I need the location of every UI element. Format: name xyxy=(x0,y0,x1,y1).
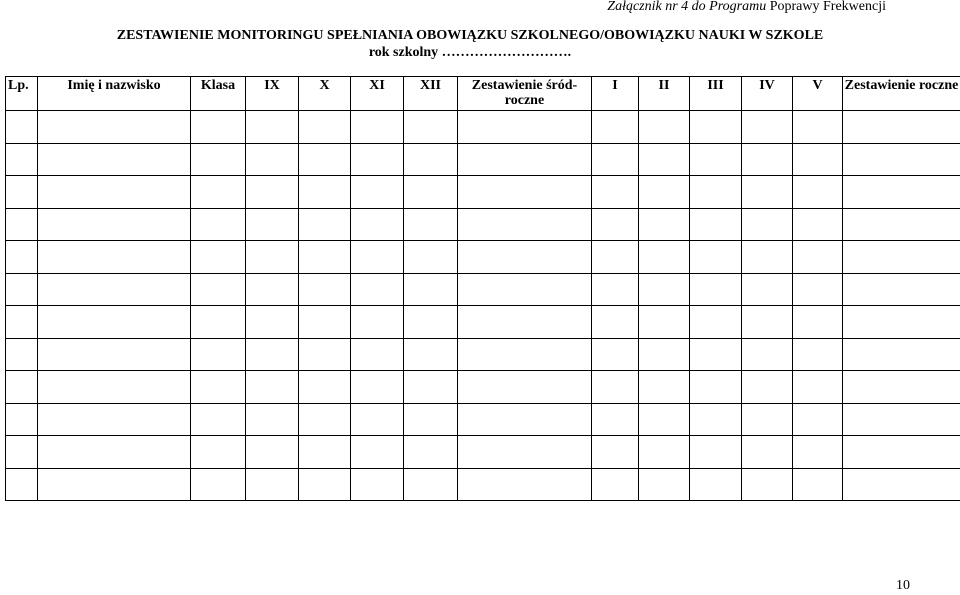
table-cell[interactable] xyxy=(458,176,592,209)
table-cell[interactable] xyxy=(742,273,793,306)
table-cell[interactable] xyxy=(690,241,742,274)
table-cell[interactable] xyxy=(742,208,793,241)
table-cell[interactable] xyxy=(6,111,38,144)
table-row xyxy=(6,143,960,176)
table-cell[interactable] xyxy=(38,306,191,339)
table-cell[interactable] xyxy=(592,436,639,469)
table-cell[interactable] xyxy=(246,436,299,469)
table-cell[interactable] xyxy=(38,338,191,371)
table-cell[interactable] xyxy=(793,436,843,469)
table-cell[interactable] xyxy=(191,111,246,144)
table-cell[interactable] xyxy=(793,143,843,176)
table-cell[interactable] xyxy=(690,306,742,339)
table-cell[interactable] xyxy=(351,403,404,436)
table-cell[interactable] xyxy=(843,306,960,339)
table-cell[interactable] xyxy=(246,273,299,306)
table-row xyxy=(6,273,960,306)
table-cell[interactable] xyxy=(404,468,458,501)
table-cell[interactable] xyxy=(458,143,592,176)
table-cell[interactable] xyxy=(639,338,690,371)
table-cell[interactable] xyxy=(639,241,690,274)
table-cell[interactable] xyxy=(246,143,299,176)
table-cell[interactable] xyxy=(742,371,793,404)
col-header-lp: Lp. xyxy=(6,77,38,111)
table-row xyxy=(6,403,960,436)
table-cell[interactable] xyxy=(299,436,351,469)
table-cell[interactable] xyxy=(191,208,246,241)
table-cell[interactable] xyxy=(690,468,742,501)
table-cell[interactable] xyxy=(793,371,843,404)
table-cell[interactable] xyxy=(404,371,458,404)
table-cell[interactable] xyxy=(351,176,404,209)
col-header-month-iv: IV xyxy=(742,77,793,111)
table-cell[interactable] xyxy=(191,273,246,306)
document-title: ZESTAWIENIE MONITORINGU SPEŁNIANIA OBOWIĄZKU SZKOLNEGO/OBOWIĄZKU NAUKI W SZKOLE xyxy=(116,28,824,43)
table-cell[interactable] xyxy=(458,241,592,274)
table-cell[interactable] xyxy=(458,306,592,339)
table-cell[interactable] xyxy=(351,143,404,176)
table-cell[interactable] xyxy=(458,338,592,371)
table-cell[interactable] xyxy=(843,436,960,469)
table-cell[interactable] xyxy=(6,403,38,436)
table-cell[interactable] xyxy=(742,241,793,274)
col-header-name: Imię i nazwisko xyxy=(38,77,191,111)
table-cell[interactable] xyxy=(6,468,38,501)
table-cell[interactable] xyxy=(690,371,742,404)
table-cell[interactable] xyxy=(690,273,742,306)
table-cell[interactable] xyxy=(793,306,843,339)
table-cell[interactable] xyxy=(639,468,690,501)
table-cell[interactable] xyxy=(38,143,191,176)
table-cell[interactable] xyxy=(6,371,38,404)
col-header-annual-summary: Zestawienie roczne xyxy=(843,77,960,111)
table-cell[interactable] xyxy=(6,436,38,469)
table-cell[interactable] xyxy=(351,371,404,404)
table-cell[interactable] xyxy=(592,273,639,306)
table-cell[interactable] xyxy=(793,208,843,241)
table-cell[interactable] xyxy=(592,111,639,144)
table-cell[interactable] xyxy=(404,143,458,176)
table-cell[interactable] xyxy=(742,176,793,209)
table-cell[interactable] xyxy=(843,403,960,436)
table-row xyxy=(6,338,960,371)
table-cell[interactable] xyxy=(191,403,246,436)
table-cell[interactable] xyxy=(299,403,351,436)
table-cell[interactable] xyxy=(246,371,299,404)
table-cell[interactable] xyxy=(38,208,191,241)
table-cell[interactable] xyxy=(191,241,246,274)
table-cell[interactable] xyxy=(843,273,960,306)
table-cell[interactable] xyxy=(6,306,38,339)
table-cell[interactable] xyxy=(246,338,299,371)
col-header-month-ii: II xyxy=(639,77,690,111)
table-cell[interactable] xyxy=(742,468,793,501)
table-cell[interactable] xyxy=(299,273,351,306)
table-cell[interactable] xyxy=(793,468,843,501)
col-header-month-xi: XI xyxy=(351,77,404,111)
table-cell[interactable] xyxy=(690,338,742,371)
table-cell[interactable] xyxy=(351,338,404,371)
table-row xyxy=(6,176,960,209)
table-cell[interactable] xyxy=(639,273,690,306)
table-cell[interactable] xyxy=(299,176,351,209)
table-cell[interactable] xyxy=(639,436,690,469)
table-cell[interactable] xyxy=(742,403,793,436)
table-cell[interactable] xyxy=(690,436,742,469)
table-cell[interactable] xyxy=(191,338,246,371)
table-cell[interactable] xyxy=(38,436,191,469)
page-number: 10 xyxy=(896,578,910,593)
table-cell[interactable] xyxy=(458,436,592,469)
table-cell[interactable] xyxy=(592,143,639,176)
table-cell[interactable] xyxy=(639,208,690,241)
table-cell[interactable] xyxy=(404,241,458,274)
table-cell[interactable] xyxy=(690,111,742,144)
col-header-month-v: V xyxy=(793,77,843,111)
table-cell[interactable] xyxy=(742,436,793,469)
table-cell[interactable] xyxy=(843,208,960,241)
col-header-midyear-summary: Zestawienie śród-roczne xyxy=(458,77,592,111)
table-row xyxy=(6,436,960,469)
table-cell[interactable] xyxy=(793,273,843,306)
table-cell[interactable] xyxy=(404,208,458,241)
table-cell[interactable] xyxy=(191,143,246,176)
table-cell[interactable] xyxy=(690,403,742,436)
table-cell[interactable] xyxy=(592,306,639,339)
school-year-line: rok szkolny ………………………. xyxy=(368,45,572,60)
table-cell[interactable] xyxy=(351,241,404,274)
table-cell[interactable] xyxy=(690,143,742,176)
table-cell[interactable] xyxy=(458,371,592,404)
table-cell[interactable] xyxy=(299,306,351,339)
table-cell[interactable] xyxy=(592,176,639,209)
table-row xyxy=(6,306,960,339)
table-cell[interactable] xyxy=(843,111,960,144)
monitoring-table xyxy=(5,76,960,501)
table-row xyxy=(6,111,960,144)
table-cell[interactable] xyxy=(458,273,592,306)
table-cell[interactable] xyxy=(592,241,639,274)
table-cell[interactable] xyxy=(592,468,639,501)
table-cell[interactable] xyxy=(404,176,458,209)
table-cell[interactable] xyxy=(690,176,742,209)
table-cell[interactable] xyxy=(404,111,458,144)
table-cell[interactable] xyxy=(592,338,639,371)
table-cell[interactable] xyxy=(351,468,404,501)
table-cell[interactable] xyxy=(351,306,404,339)
table-cell[interactable] xyxy=(6,176,38,209)
table-cell[interactable] xyxy=(592,371,639,404)
table-cell[interactable] xyxy=(299,468,351,501)
table-cell[interactable] xyxy=(404,306,458,339)
table-cell[interactable] xyxy=(793,111,843,144)
table-cell[interactable] xyxy=(639,111,690,144)
table-cell[interactable] xyxy=(639,176,690,209)
table-cell[interactable] xyxy=(742,111,793,144)
table-cell[interactable] xyxy=(404,436,458,469)
table-cell[interactable] xyxy=(639,306,690,339)
table-cell[interactable] xyxy=(793,241,843,274)
table-cell[interactable] xyxy=(843,176,960,209)
program-name: Poprawy Frekwencji xyxy=(769,0,886,14)
table-cell[interactable] xyxy=(639,371,690,404)
table-cell[interactable] xyxy=(299,143,351,176)
table-cell[interactable] xyxy=(843,371,960,404)
table-cell[interactable] xyxy=(6,241,38,274)
table-cell[interactable] xyxy=(458,403,592,436)
table-header-row xyxy=(6,77,960,111)
table-cell[interactable] xyxy=(191,176,246,209)
table-cell[interactable] xyxy=(299,111,351,144)
table-cell[interactable] xyxy=(639,143,690,176)
col-header-class: Klasa xyxy=(191,77,246,111)
attachment-label: Załącznik nr 4 do Programu xyxy=(607,0,767,14)
table-cell[interactable] xyxy=(246,111,299,144)
table-cell[interactable] xyxy=(299,338,351,371)
table-cell[interactable] xyxy=(246,241,299,274)
table-cell[interactable] xyxy=(246,403,299,436)
table-cell[interactable] xyxy=(793,338,843,371)
attachment-note xyxy=(607,0,886,15)
table-cell[interactable] xyxy=(404,273,458,306)
table-cell[interactable] xyxy=(246,176,299,209)
col-header-month-iii: III xyxy=(690,77,742,111)
table-cell[interactable] xyxy=(592,208,639,241)
table-cell[interactable] xyxy=(404,403,458,436)
table-cell[interactable] xyxy=(351,436,404,469)
table-row xyxy=(6,371,960,404)
table-cell[interactable] xyxy=(742,143,793,176)
table-cell[interactable] xyxy=(38,176,191,209)
table-cell[interactable] xyxy=(742,306,793,339)
table-cell[interactable] xyxy=(843,338,960,371)
table-cell[interactable] xyxy=(351,273,404,306)
table-cell[interactable] xyxy=(299,208,351,241)
table-cell[interactable] xyxy=(246,208,299,241)
table-cell[interactable] xyxy=(351,111,404,144)
table-cell[interactable] xyxy=(38,273,191,306)
table-cell[interactable] xyxy=(742,338,793,371)
table-cell[interactable] xyxy=(299,241,351,274)
table-cell[interactable] xyxy=(38,403,191,436)
table-cell[interactable] xyxy=(592,403,639,436)
table-cell[interactable] xyxy=(690,208,742,241)
table-cell[interactable] xyxy=(191,306,246,339)
col-header-month-xii: XII xyxy=(404,77,458,111)
table-cell[interactable] xyxy=(458,111,592,144)
col-header-month-i: I xyxy=(592,77,639,111)
table-cell[interactable] xyxy=(191,436,246,469)
table-cell[interactable] xyxy=(404,338,458,371)
table-body xyxy=(6,111,960,501)
col-header-month-ix: IX xyxy=(246,77,299,111)
table-cell[interactable] xyxy=(458,468,592,501)
table-cell[interactable] xyxy=(6,143,38,176)
table-cell[interactable] xyxy=(191,468,246,501)
col-header-month-x: X xyxy=(299,77,351,111)
table-cell[interactable] xyxy=(38,241,191,274)
table-row xyxy=(6,241,960,274)
table-row xyxy=(6,468,960,501)
table-cell[interactable] xyxy=(38,371,191,404)
table-cell[interactable] xyxy=(246,468,299,501)
table-cell[interactable] xyxy=(6,338,38,371)
table-cell[interactable] xyxy=(843,468,960,501)
table-cell[interactable] xyxy=(191,371,246,404)
table-cell[interactable] xyxy=(843,143,960,176)
table-cell[interactable] xyxy=(246,306,299,339)
table-cell[interactable] xyxy=(793,176,843,209)
table-cell[interactable] xyxy=(299,371,351,404)
table-cell[interactable] xyxy=(38,111,191,144)
table-cell[interactable] xyxy=(38,468,191,501)
table-cell[interactable] xyxy=(793,403,843,436)
table-cell[interactable] xyxy=(6,273,38,306)
table-cell[interactable] xyxy=(458,208,592,241)
table-cell[interactable] xyxy=(6,208,38,241)
table-cell[interactable] xyxy=(351,208,404,241)
table-cell[interactable] xyxy=(639,403,690,436)
table-row xyxy=(6,208,960,241)
table-cell[interactable] xyxy=(843,241,960,274)
